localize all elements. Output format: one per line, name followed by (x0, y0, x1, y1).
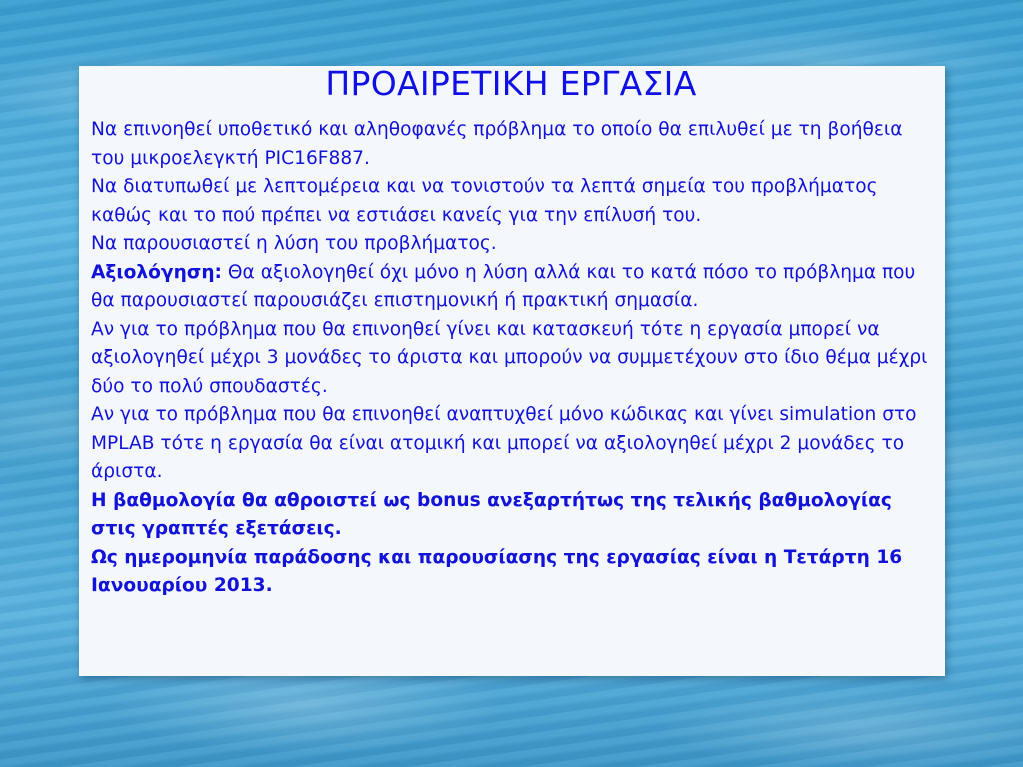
paragraph-problem-invention: Να επινοηθεί υποθετικό και αληθοφανές πρόβλημα το οποίο θα επιλυθεί με τη βοήθεια του μικροελεγκτή PIC16F887. (91, 119, 903, 169)
paragraph-construction-grading: Αν για το πρόβλημα που θα επινοηθεί γίνει και κατασκευή τότε η εργασία μπορεί να αξιολογηθεί μέχρι 3 μονάδες το άριστα και μπορούν να συμμετέχουν στο ίδιο θέμα μέχρι δύο το πολύ σπουδαστές. (91, 318, 928, 397)
paragraph-simulation-grading: Αν για το πρόβλημα που θα επινοηθεί αναπτυχθεί μόνο κώδικας και γίνει simulation στο MPLAB τότε η εργασία θα είναι ατομική και μπορεί να αξιολογηθεί μέχρι 2 μονάδες το άριστα. (91, 404, 917, 482)
slide-body (91, 116, 931, 601)
bonus-note-text: Η βαθμολογία θα αθροιστεί ως bonus ανεξαρτήτως της τελικής βαθμολογίας στις γραπτές εξετάσεις. (91, 489, 892, 539)
evaluation-text: Θα αξιολογηθεί όχι μόνο η λύση αλλά και το κατά πόσο το πρόβλημα που θα παρουσιαστεί παρουσιάζει επιστημονική ή πρακτική σημασία. (91, 261, 916, 311)
paragraph-solution: Να παρουσιαστεί η λύση του προβλήματος. (91, 233, 497, 254)
evaluation-label: Αξιολόγηση: (91, 261, 222, 283)
slide-content-panel (79, 66, 945, 676)
paragraph-deadline (91, 544, 931, 601)
slide-title: ΠΡΟΑΙΡΕΤΙΚΗ ΕΡΓΑΣΙΑ (325, 64, 697, 103)
paragraph-evaluation (91, 259, 931, 316)
deadline-text: Ως ημερομηνία παράδοσης και παρουσίασης της εργασίας είναι η Τετάρτη 16 Ιανουαρίου 2013. (91, 546, 903, 596)
paragraph-bonus-note (91, 487, 931, 544)
paragraph-problem-details: Να διατυπωθεί με λεπτομέρεια και να τονιστούν τα λεπτά σημεία του προβλήματος καθώς και το πού πρέπει να εστιάσει κανείς για την επίλυσή του. (91, 176, 878, 226)
